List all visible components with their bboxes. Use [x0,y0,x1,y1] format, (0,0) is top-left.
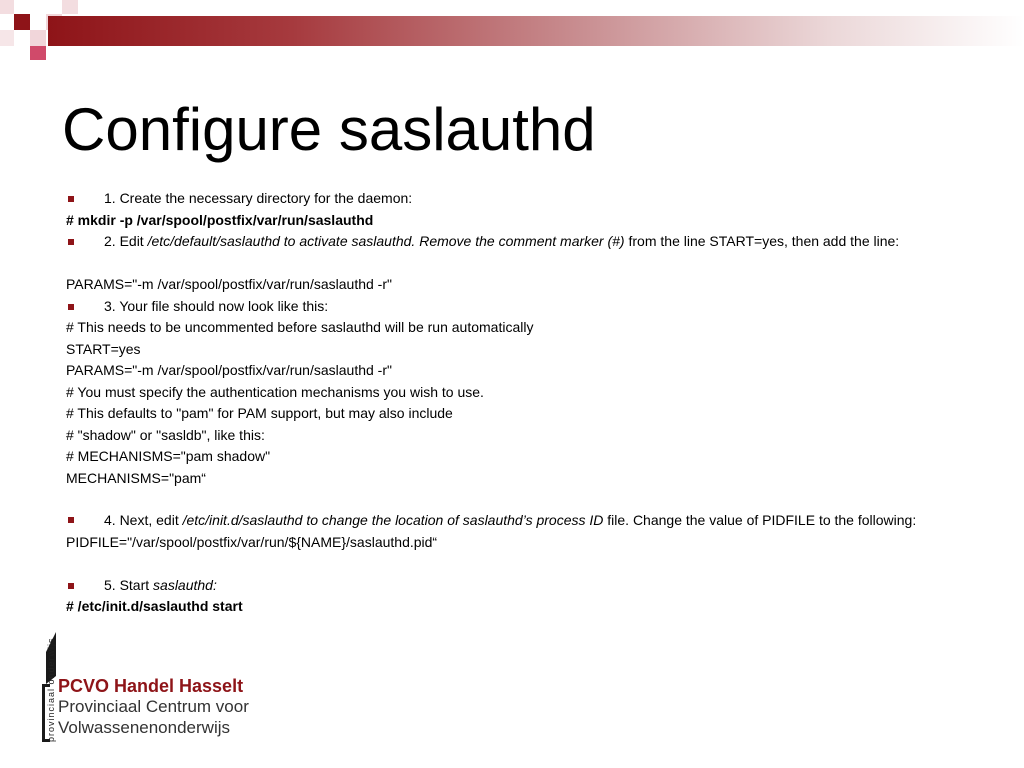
file-line: # This needs to be uncommented before saslauthd will be run automatically [66,319,534,335]
command-mkdir: # mkdir -p /var/spool/postfix/var/run/saslauthd [66,211,374,228]
bullet-step-1 [66,188,966,210]
step-2-text-c: from the line START=yes, then add the line: [624,233,900,249]
file-line: # "shadow" or "sasldb", like this: [66,426,265,443]
bullet-step-2 [66,231,966,253]
step-4-text-c: file. Change the value of PIDFILE to the following: [603,511,917,528]
spacer [66,489,966,511]
bullet-icon [68,304,74,310]
step-4-text-b: /etc/init.d/saslauthd to change the location of saslauthd’s process ID [182,511,604,528]
spacer [66,253,966,275]
bullet-icon [68,196,74,202]
decor-square [62,0,78,14]
step-5-text-b: saslauthd: [153,576,217,593]
bullet-step-5 [66,575,966,597]
file-line: START=yes [66,340,141,357]
logo-line-1: PCVO Handel Hasselt [58,676,244,696]
step-3-text: 3. Your file should now look like this: [104,297,329,314]
decor-square [0,0,14,14]
bullet-icon [68,239,74,245]
bullet-icon [68,583,74,589]
file-line: MECHANISMS="pam“ [66,469,206,486]
pidfile-line: PIDFILE="/var/spool/postfix/var/run/${NAME}/saslauthd.pid“ [66,533,438,550]
command-start: # /etc/init.d/saslauthd start [66,598,243,614]
decor-square [0,30,14,46]
decor-square [30,46,46,60]
step-4-text-a: 4. Next, edit [104,511,183,528]
bullet-icon [68,517,74,523]
file-line: PARAMS="-m /var/spool/postfix/var/run/saslauthd -r" [66,362,392,378]
decor-square [30,30,46,46]
header-gradient-band [48,16,1024,46]
decor-square [14,14,30,30]
bullet-step-4 [66,511,966,529]
pcvo-logo [20,632,280,744]
logo-side-text: provinciaal onderwijs [46,637,56,742]
file-line: # This defaults to "pam" for PAM support, but may also include [66,405,453,421]
spacer [66,553,966,575]
params-line: PARAMS="-m /var/spool/postfix/var/run/saslauthd -r" [66,276,392,292]
bullet-step-3 [66,296,966,318]
step-2-text-b: /etc/default/saslauthd to activate saslauthd. Remove the comment marker (#) [147,233,625,249]
file-line: # MECHANISMS="pam shadow" [66,448,271,464]
slide-title: Configure saslauthd [62,96,596,163]
logo-line-3: Volwassenenonderwijs [58,718,230,737]
step-2-text-a: 2. Edit [104,233,148,249]
file-line: # You must specify the authentication mechanisms you wish to use. [66,383,484,400]
logo-line-2: Provinciaal Centrum voor [58,697,249,716]
step-1-text: 1. Create the necessary directory for the daemon: [104,190,413,206]
slide-content [66,188,966,618]
step-5-text-a: 5. Start [104,576,154,593]
